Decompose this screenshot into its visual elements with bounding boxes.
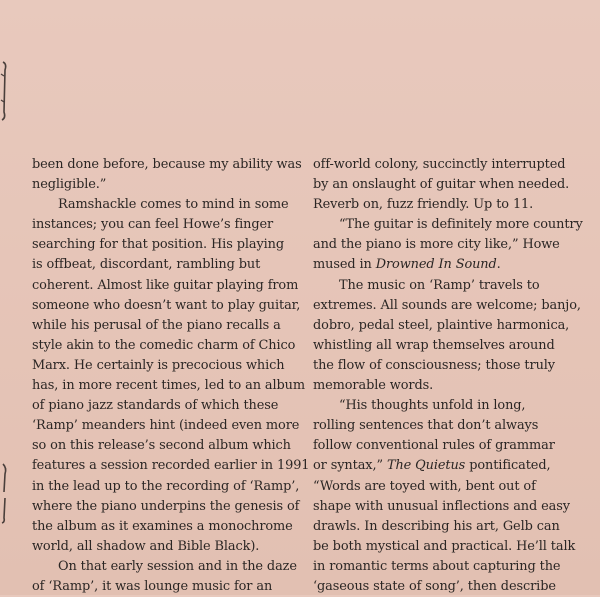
- text-line: [32, 477, 304, 497]
- publication-title: The Quietus: [386, 458, 466, 474]
- text-line: [32, 235, 304, 255]
- text-line: [32, 276, 304, 296]
- text-line: [313, 456, 585, 476]
- text-line: [32, 356, 304, 376]
- text-line: [313, 396, 585, 416]
- text-line-content: where the piano underpins the genesis of: [32, 498, 300, 514]
- text-line: [313, 517, 585, 537]
- publication-title: Drowned In Sound: [375, 257, 497, 273]
- text-line: [32, 255, 304, 275]
- text-line: [313, 497, 585, 517]
- text-line: [32, 316, 304, 336]
- text-line-content: the flow of consciousness; those truly: [313, 357, 555, 373]
- text-line: [313, 336, 585, 356]
- text-line-content: mused in: [313, 257, 376, 273]
- text-line: [313, 195, 585, 215]
- text-line-content: world, all shadow and Bible Black).: [32, 538, 260, 554]
- text-line: [313, 255, 585, 275]
- text-line-content: follow conventional rules of grammar: [313, 438, 555, 454]
- text-line: [313, 376, 585, 396]
- text-line: [32, 336, 304, 356]
- text-line-content: be both mystical and practical. He’ll talk: [313, 538, 576, 554]
- text-line-content: been done before, because my ability was: [32, 157, 302, 172]
- text-line-content: features a session recorded earlier in 1991: [32, 458, 310, 474]
- text-line-content: or syntax,”: [313, 458, 387, 474]
- staple-binding-bottom: [0, 462, 8, 524]
- text-line-content: the album as it examines a monochrome: [32, 518, 293, 534]
- text-line: [32, 456, 310, 476]
- text-line-content: instances; you can feel Howe’s finger: [32, 217, 274, 233]
- text-line-content: ‘Ramp’ meanders hint (indeed even more: [32, 418, 300, 434]
- text-line: [32, 296, 304, 316]
- text-line: [32, 577, 304, 597]
- text-line: [313, 316, 585, 336]
- text-line: [313, 276, 585, 296]
- text-line-content: drawls. In describing his art, Gelb can: [313, 518, 560, 534]
- text-line: [313, 296, 585, 316]
- text-line: [32, 537, 304, 557]
- text-line-content: in the lead up to the recording of ‘Ramp’,: [32, 478, 300, 494]
- text-line-content: style akin to the comedic charm of Chico: [32, 337, 296, 353]
- text-line: [32, 436, 304, 456]
- text-line: [313, 215, 585, 235]
- text-line-content: Ramshackle comes to mind in some: [58, 197, 289, 213]
- text-line-content: so on this release’s second album which: [32, 438, 291, 454]
- text-line-content: and the piano is more city like,” Howe: [313, 237, 560, 253]
- text-line: [313, 537, 585, 557]
- text-line: [313, 356, 585, 376]
- text-line-content: while his perusal of the piano recalls a: [32, 317, 281, 333]
- text-line: [313, 416, 585, 436]
- staple-binding-top: [0, 60, 8, 122]
- text-line: [313, 175, 585, 195]
- text-line-content: searching for that position. His playing: [32, 237, 285, 253]
- text-line-content: of ‘Ramp’, it was lounge music for an: [32, 578, 273, 594]
- text-line: [313, 477, 585, 497]
- text-line: [32, 497, 304, 517]
- text-line-tail: .: [496, 257, 501, 273]
- text-line: [32, 416, 304, 436]
- text-line-content: has, in more recent times, led to an album: [32, 378, 305, 394]
- text-line-content: whistling all wrap themselves around: [313, 337, 555, 353]
- text-line: [32, 376, 304, 396]
- text-line: [32, 215, 304, 235]
- text-line-content: shape with unusual inflections and easy: [313, 498, 570, 514]
- text-line: [32, 175, 304, 195]
- text-column-right: [313, 155, 585, 597]
- text-line-content: On that early session and in the daze: [58, 558, 297, 574]
- text-line-content: dobro, pedal steel, plaintive harmonica,: [313, 317, 570, 333]
- text-line: [32, 396, 304, 416]
- text-line-content: someone who doesn’t want to play guitar,: [32, 297, 301, 313]
- text-column-left: [32, 155, 310, 597]
- text-line-content: Marx. He certainly is precocious which: [32, 357, 285, 373]
- text-line-content: ‘gaseous state of song’, then describe: [313, 578, 556, 594]
- text-line-content: “His thoughts unfold in long,: [339, 398, 526, 414]
- text-line-content: “Words are toyed with, bent out of: [313, 478, 536, 494]
- text-line: [32, 195, 304, 215]
- text-line-content: in romantic terms about capturing the: [313, 558, 561, 574]
- text-line-content: by an onslaught of guitar when needed.: [313, 177, 570, 193]
- text-line-content: extremes. All sounds are welcome; banjo,: [313, 297, 581, 313]
- text-line: [32, 155, 304, 175]
- text-line-content: memorable words.: [313, 378, 434, 394]
- text-line-tail: pontificated,: [465, 458, 551, 474]
- text-line-content: of piano jazz standards of which these: [32, 398, 279, 414]
- text-line-content: rolling sentences that don’t always: [313, 418, 539, 434]
- text-line-content: The music on ‘Ramp’ travels to: [339, 277, 540, 293]
- text-line: [313, 577, 585, 597]
- text-line-content: coherent. Almost like guitar playing from: [32, 277, 299, 293]
- text-line: [32, 517, 304, 537]
- text-line-content: negligible.”: [32, 177, 107, 193]
- text-line-content: Reverb on, fuzz friendly. Up to 11.: [313, 197, 534, 213]
- text-line: [313, 155, 585, 175]
- text-line-content: “The guitar is definitely more country: [339, 217, 583, 233]
- text-line: [313, 436, 585, 456]
- text-line: [313, 235, 585, 255]
- text-line-content: is offbeat, discordant, rambling but: [32, 257, 261, 273]
- text-line: [32, 557, 304, 577]
- text-line: [313, 557, 585, 577]
- text-line-content: off-world colony, succinctly interrupted: [313, 157, 566, 172]
